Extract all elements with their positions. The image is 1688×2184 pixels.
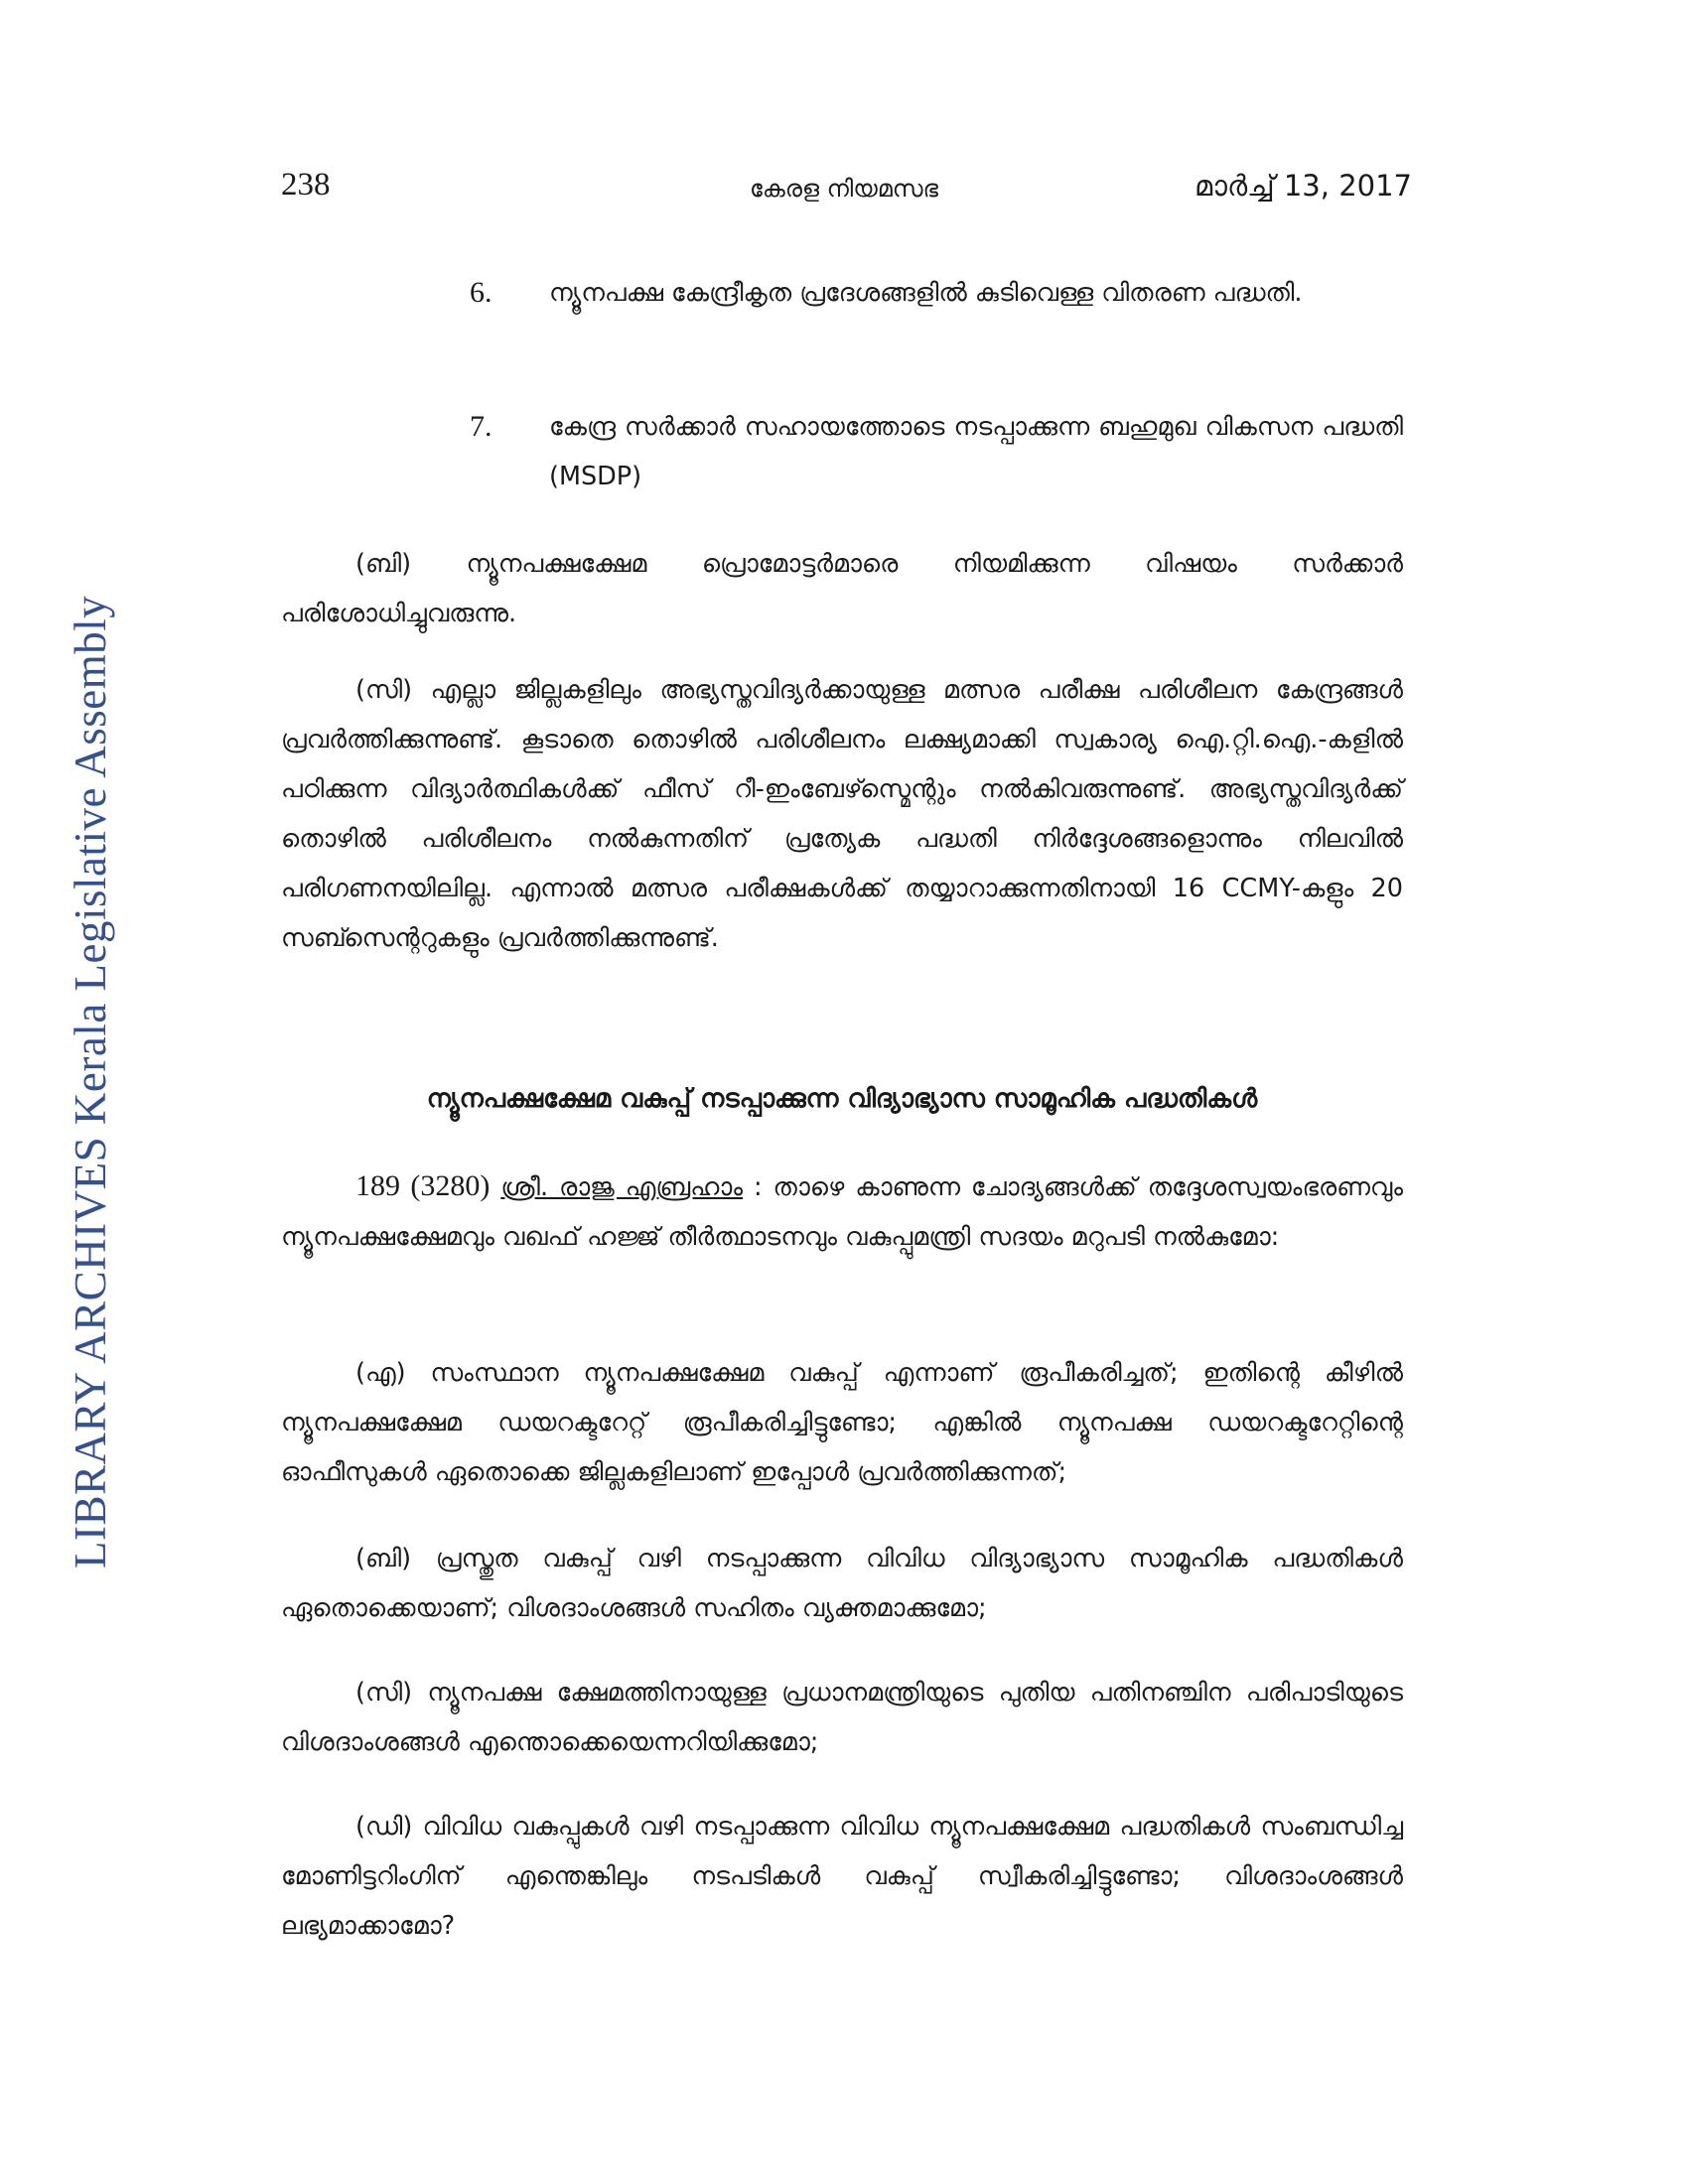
question-intro <box>281 1161 1403 1262</box>
list-item <box>470 402 1403 501</box>
question-part-d: (ഡി) വിവിധ വകുപ്പുകൾ വഴി നടപ്പാക്കുന്ന വിവിധ ന്യൂനപക്ഷക്ഷേമ പദ്ധതികൾ സംബന്ധിച്ച മോണിട്ടറിംഗിന് എന്തെങ്കിലും നടപടികൾ വകുപ്പ് സ്വീകരിച്ചിട്ടുണ്ടോ; വിശദാംശങ്ങൾ ലഭ്യമാക്കാമോ? <box>281 1812 1403 1941</box>
question-part-b: (ബി) പ്രസ്തുത വകുപ്പ് വഴി നടപ്പാക്കുന്ന വിവിധ വിദ്യാഭ്യാസ സാമൂഹിക പദ്ധതികൾ ഏതൊക്കെയാണ്; വിശദാംശങ്ങൾ സഹിതം വ്യക്തമാക്കുമോ; <box>281 1544 1403 1623</box>
question-part-a: (എ) സംസ്ഥാന ന്യൂനപക്ഷക്ഷേമ വകുപ്പ് എന്നാണ് രൂപീകരിച്ചത്; ഇതിന്റെ കീഴിൽ ന്യൂനപക്ഷക്ഷേമ ഡയറക്ടറേറ്റ് രൂപീകരിച്ചിട്ടുണ്ടോ; എങ്കിൽ ന്യൂനപക്ഷ ഡയറക്ടറേറ്റിന്റെ ഓഫീസുകൾ ഏതൊക്കെ ജില്ലകളിലാണ് ഇപ്പോൾ പ്രവർത്തിക്കുന്നത്; <box>281 1358 1403 1487</box>
list-item-number: 7. <box>470 410 492 443</box>
answer-paragraph-c: (സി) എല്ലാ ജില്ലകളിലും അഭ്യസ്തവിദ്യർക്കായുള്ള മത്സര പരീക്ഷ പരിശീലന കേന്ദ്രങ്ങൾ പ്രവർത്തിക്കുന്നുണ്ട്. കൂടാതെ തൊഴിൽ പരിശീലനം ലക്ഷ്യമാക്കി സ്വകാര്യ ഐ.റ്റി.ഐ.-കളിൽ പഠിക്കുന്ന വിദ്യാർത്ഥികൾക്ക് ഫീസ് റീ-ഇംബേഴ്സ്മെന്റും നൽകിവരുന്നുണ്ട്. അഭ്യസ്തവിദ്യർക്ക് തൊഴിൽ പരിശീലനം നൽകുന്നതിന് പ്രത്യേക പദ്ധതി നിർദ്ദേശങ്ങളൊന്നും നിലവിൽ പരിഗണനയിലില്ല. എന്നാൽ മത്സര പരീക്ഷകൾക്ക് തയ്യാറാക്കുന്നതിനായി 16 CCMY-കളും 20 സബ്സെന്ററുകളും പ്രവർത്തിക്കുന്നുണ്ട്. <box>281 675 1403 953</box>
page-number: 238 <box>281 167 331 203</box>
page-date: മാർച്ച് 13, 2017 <box>1195 169 1412 203</box>
list-item-text: കേന്ദ്ര സർക്കാർ സഹായത്തോടെ നടപ്പാക്കുന്ന ബഹുമുഖ വികസന പദ്ധതി (MSDP) <box>549 412 1403 491</box>
question-member: ശ്രീ. രാജു എബ്രഹാം <box>500 1172 743 1202</box>
list-item <box>470 268 1403 318</box>
question-intro-text: : താഴെ കാണുന്ന ചോദ്യങ്ങൾക്ക് തദ്ദേശസ്വയംഭരണവും ന്യൂനപക്ഷക്ഷേമവും വഖഫ് ഹജ്ജ് തീർത്ഥാടനവും വകുപ്പുമന്ത്രി സദയം മറുപടി നൽകുമോ: <box>281 1172 1404 1252</box>
running-title: കേരള നിയമസഭ <box>749 175 939 203</box>
archive-watermark: LIBRARY ARCHIVES Kerala Legislative Assembly <box>66 595 115 1569</box>
question-number: 189 (3280) <box>355 1169 491 1202</box>
list-item-number: 6. <box>470 276 492 309</box>
section-heading: ന്യൂനപക്ഷക്ഷേമ വകുപ്പ് നടപ്പാക്കുന്ന വിദ്യാഭ്യാസ സാമൂഹിക പദ്ധതികൾ <box>426 1084 1258 1114</box>
list-item-text: ന്യൂനപക്ഷ കേന്ദ്രീകൃത പ്രദേശങ്ങളിൽ കുടിവെള്ള വിതരണ പദ്ധതി. <box>549 278 1303 308</box>
answer-paragraph-b: (ബി) ന്യൂനപക്ഷക്ഷേമ പ്രൊമോട്ടർമാരെ നിയമിക്കുന്ന വിഷയം സർക്കാർ പരിശോധിച്ചുവരുന്നു. <box>281 549 1403 628</box>
question-part-c: (സി) ന്യൂനപക്ഷ ക്ഷേമത്തിനായുള്ള പ്രധാനമന്ത്രിയുടെ പുതിയ പതിനഞ്ചിന പരിപാടിയുടെ വിശദാംശങ്ങൾ എന്തൊക്കെയെന്നറിയിക്കുമോ; <box>281 1678 1403 1757</box>
